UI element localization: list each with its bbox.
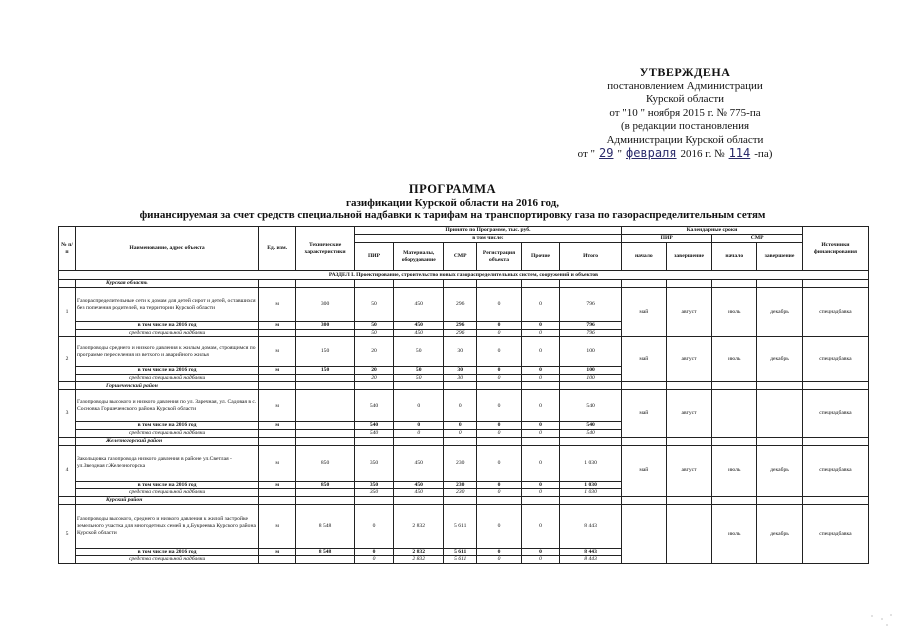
label-special-funds: средства специальной надбавки — [76, 329, 259, 337]
smr-start-cell: июль — [712, 337, 757, 382]
materials-cell: 50 — [394, 374, 444, 382]
registration-cell: 0 — [477, 445, 522, 481]
pir-start-cell: май — [621, 445, 666, 496]
approval-line: постановлением Администрации — [607, 79, 763, 92]
smr-cell: 230 — [444, 445, 477, 481]
smr-cell: 296 — [444, 288, 477, 322]
materials-cell: 0 — [394, 429, 444, 437]
other-cell: 0 — [521, 322, 559, 330]
total-cell: 8 443 — [560, 556, 622, 564]
col-registration: Регистрация объекта — [477, 243, 522, 271]
unit-cell: м — [259, 390, 296, 422]
other-cell: 0 — [521, 374, 559, 382]
pir-cell: 540 — [354, 429, 393, 437]
tech-cell — [296, 556, 355, 564]
table-cell — [59, 382, 76, 390]
smr-cell: 0 — [444, 390, 477, 422]
handwritten-month: февраля — [625, 146, 677, 160]
registration-cell: 0 — [477, 322, 522, 330]
smr-cell: 30 — [444, 374, 477, 382]
materials-cell: 2 832 — [394, 504, 444, 548]
tech-cell — [296, 429, 355, 437]
total-cell: 796 — [560, 322, 622, 330]
registration-cell: 0 — [477, 390, 522, 422]
approval-line: Администрации Курской области — [606, 133, 764, 146]
unit-cell — [259, 374, 296, 382]
source-cell: спецнадбавка — [802, 445, 868, 496]
table-cell — [621, 496, 666, 504]
total-cell: 100 — [560, 337, 622, 367]
col-materials: Материалы, оборудование — [394, 243, 444, 271]
source-cell: спецнадбавка — [802, 288, 868, 337]
materials-cell: 450 — [394, 288, 444, 322]
table-cell — [394, 280, 444, 288]
date-prefix: от " — [577, 148, 596, 160]
pir-cell: 540 — [354, 390, 393, 422]
total-cell: 796 — [560, 288, 622, 322]
label-2016: в том числе на 2016 год — [76, 367, 259, 375]
other-cell: 0 — [521, 390, 559, 422]
table-cell — [621, 437, 666, 445]
pir-start-cell — [621, 504, 666, 563]
total-cell: 540 — [560, 422, 622, 430]
tech-cell — [296, 422, 355, 430]
table-cell — [712, 280, 757, 288]
date-quote: " — [617, 148, 622, 160]
registration-cell: 0 — [477, 422, 522, 430]
col-total: Итого — [560, 243, 622, 271]
total-cell: 8 443 — [560, 504, 622, 548]
section-title: РАЗДЕЛ I. Проектирование, строительство новых газораспределительных систем, сооружений и объектов — [59, 271, 869, 280]
table-cell — [560, 437, 622, 445]
table-cell — [354, 437, 393, 445]
tech-cell — [296, 329, 355, 337]
tech-cell: 850 — [296, 445, 355, 481]
district-name: Железногорский район — [76, 437, 259, 445]
registration-cell: 0 — [477, 367, 522, 375]
tech-cell: 300 — [296, 322, 355, 330]
table-cell — [394, 496, 444, 504]
pir-cell: 540 — [354, 422, 393, 430]
smr-cell: 30 — [444, 337, 477, 367]
smr-cell: 30 — [444, 367, 477, 375]
pir-cell: 0 — [354, 548, 393, 556]
pir-start-cell: май — [621, 288, 666, 337]
table-cell — [666, 496, 712, 504]
total-cell: 1 030 — [560, 481, 622, 489]
smr-cell: 5 611 — [444, 556, 477, 564]
other-cell: 0 — [521, 288, 559, 322]
table-row — [59, 390, 869, 422]
table-cell — [666, 280, 712, 288]
table-cell — [666, 382, 712, 390]
table-cell — [296, 496, 355, 504]
smr-start-cell — [712, 390, 757, 437]
row-number: 4 — [59, 445, 76, 496]
object-name: Закольцовка газопровода низкого давления в районе ул.Светлая - ул.Звездная г.Железногорска — [76, 445, 259, 481]
object-name: Газопроводы высокого и низкого давления по ул. Заречная, ул. Садовая в с. Сосновка Горшеченского района Курской области — [76, 390, 259, 422]
row-number: 1 — [59, 288, 76, 337]
table-cell — [259, 496, 296, 504]
table-cell — [444, 280, 477, 288]
table-cell — [757, 382, 803, 390]
col-pir: ПИР — [354, 243, 393, 271]
label-2016: в том числе на 2016 год — [76, 422, 259, 430]
source-cell: спецнадбавка — [802, 504, 868, 563]
other-cell: 0 — [521, 337, 559, 367]
col-source: Источники финансирования — [802, 227, 868, 271]
other-cell: 0 — [521, 548, 559, 556]
table-cell — [802, 437, 868, 445]
table-cell — [59, 496, 76, 504]
smr-start-cell: июль — [712, 288, 757, 337]
unit-cell: м — [259, 481, 296, 489]
other-cell: 0 — [521, 329, 559, 337]
label-2016: в том числе на 2016 год — [76, 548, 259, 556]
total-cell: 8 443 — [560, 548, 622, 556]
materials-cell: 0 — [394, 390, 444, 422]
materials-cell: 0 — [394, 422, 444, 430]
other-cell: 0 — [521, 445, 559, 481]
other-cell: 0 — [521, 422, 559, 430]
table-cell — [621, 382, 666, 390]
table-cell — [354, 496, 393, 504]
smr-cell: 230 — [444, 489, 477, 497]
table-cell — [712, 382, 757, 390]
table-cell — [666, 437, 712, 445]
pir-finish-cell: август — [666, 390, 712, 437]
tech-cell: 150 — [296, 337, 355, 367]
table-cell — [560, 382, 622, 390]
table-cell — [477, 496, 522, 504]
smr-finish-cell: декабрь — [757, 337, 803, 382]
unit-cell: м — [259, 422, 296, 430]
total-cell: 540 — [560, 390, 622, 422]
table-cell — [259, 280, 296, 288]
materials-cell: 2 832 — [394, 548, 444, 556]
smr-start-cell: июль — [712, 504, 757, 563]
registration-cell: 0 — [477, 548, 522, 556]
label-2016: в том числе на 2016 год — [76, 481, 259, 489]
table-cell — [560, 280, 622, 288]
table-cell — [757, 437, 803, 445]
pir-cell: 0 — [354, 556, 393, 564]
registration-cell: 0 — [477, 489, 522, 497]
col-other: Прочие — [521, 243, 559, 271]
document-title: ПРОГРАММА — [408, 182, 497, 196]
col-pir-start: начало — [621, 243, 666, 271]
smr-finish-cell: декабрь — [757, 288, 803, 337]
label-special-funds: средства специальной надбавки — [76, 556, 259, 564]
unit-cell: м — [259, 548, 296, 556]
registration-cell: 0 — [477, 329, 522, 337]
smr-finish-cell: декабрь — [757, 504, 803, 563]
source-cell: спецнадбавка — [802, 390, 868, 437]
materials-cell: 2 832 — [394, 556, 444, 564]
smr-cell: 0 — [444, 429, 477, 437]
materials-cell: 450 — [394, 329, 444, 337]
other-cell: 0 — [521, 429, 559, 437]
table-cell — [560, 496, 622, 504]
total-cell: 1 030 — [560, 489, 622, 497]
table-cell — [59, 280, 76, 288]
object-name: Газопроводы среднего и низкого давления к жилым домам, строящимся по программе переселения из ветхого и аварийного жилья — [76, 337, 259, 367]
other-cell: 0 — [521, 367, 559, 375]
table-cell — [757, 496, 803, 504]
district-name: Курский район — [76, 496, 259, 504]
table-cell — [802, 382, 868, 390]
materials-cell: 50 — [394, 337, 444, 367]
smr-cell: 296 — [444, 322, 477, 330]
table-cell — [477, 437, 522, 445]
table-cell — [444, 496, 477, 504]
table-cell — [296, 437, 355, 445]
handwritten-day: 29 — [599, 146, 614, 160]
approval-block — [560, 66, 810, 162]
table-cell — [59, 437, 76, 445]
registration-cell: 0 — [477, 481, 522, 489]
col-schedule: Календарные сроки — [621, 227, 802, 235]
pir-cell: 50 — [354, 329, 393, 337]
smr-finish-cell — [757, 390, 803, 437]
materials-cell: 450 — [394, 322, 444, 330]
district-name: Горшеченский район — [76, 382, 259, 390]
other-cell: 0 — [521, 481, 559, 489]
approval-title: УТВЕРЖДЕНА — [639, 65, 731, 79]
col-pir-finish: завершение — [666, 243, 712, 271]
label-special-funds: средства специальной надбавки — [76, 489, 259, 497]
tech-cell: 150 — [296, 367, 355, 375]
other-cell: 0 — [521, 504, 559, 548]
registration-cell: 0 — [477, 288, 522, 322]
registration-cell: 0 — [477, 429, 522, 437]
table-cell — [521, 496, 559, 504]
table-cell — [621, 280, 666, 288]
col-unit: Ед. изм. — [259, 227, 296, 271]
other-cell: 0 — [521, 489, 559, 497]
table-row — [59, 504, 869, 548]
table-cell — [444, 382, 477, 390]
pir-finish-cell: август — [666, 445, 712, 496]
district-row — [59, 280, 869, 288]
table-row — [59, 337, 869, 367]
unit-cell: м — [259, 504, 296, 548]
table-body — [59, 271, 869, 564]
smr-finish-cell: декабрь — [757, 445, 803, 496]
pir-finish-cell: август — [666, 337, 712, 382]
table-row — [59, 445, 869, 481]
pir-cell: 350 — [354, 481, 393, 489]
materials-cell: 450 — [394, 481, 444, 489]
tech-cell — [296, 390, 355, 422]
unit-cell — [259, 556, 296, 564]
smr-cell: 0 — [444, 422, 477, 430]
tech-cell: 850 — [296, 481, 355, 489]
pir-finish-cell: август — [666, 288, 712, 337]
unit-cell — [259, 429, 296, 437]
col-accepted: Принято по Программе, тыс. руб. — [354, 227, 621, 235]
table-cell — [712, 437, 757, 445]
handwritten-number: 114 — [728, 146, 751, 160]
table-cell — [757, 280, 803, 288]
unit-cell — [259, 329, 296, 337]
table-cell — [354, 382, 393, 390]
total-cell: 1 030 — [560, 445, 622, 481]
tech-cell — [296, 489, 355, 497]
smr-cell: 5 611 — [444, 504, 477, 548]
total-cell: 796 — [560, 329, 622, 337]
unit-cell: м — [259, 337, 296, 367]
unit-cell: м — [259, 445, 296, 481]
row-number: 5 — [59, 504, 76, 563]
table-cell — [712, 496, 757, 504]
pir-cell: 20 — [354, 367, 393, 375]
total-cell: 540 — [560, 429, 622, 437]
document-subtitle: газификации Курской области на 2016 год, — [346, 197, 559, 209]
table-cell — [296, 382, 355, 390]
smr-cell: 296 — [444, 329, 477, 337]
approval-date-line — [540, 147, 810, 162]
table-cell — [394, 382, 444, 390]
smr-start-cell: июль — [712, 445, 757, 496]
approval-line: от "10 " ноября 2015 г. № 775-па — [609, 106, 761, 119]
tech-cell: 8 548 — [296, 504, 355, 548]
tech-cell: 8 548 — [296, 548, 355, 556]
pir-start-cell: май — [621, 337, 666, 382]
table-cell — [394, 437, 444, 445]
registration-cell: 0 — [477, 374, 522, 382]
pir-cell: 350 — [354, 489, 393, 497]
row-number: 2 — [59, 337, 76, 382]
unit-cell: м — [259, 322, 296, 330]
smr-cell: 5 611 — [444, 548, 477, 556]
pir-cell: 50 — [354, 322, 393, 330]
table-cell — [444, 437, 477, 445]
district-row — [59, 382, 869, 390]
object-name: Газораспределительные сети к домам для детей сирот и детей, оставшихся без попечения родителей, на территории Курской области — [76, 288, 259, 322]
total-cell: 100 — [560, 374, 622, 382]
row-number: 3 — [59, 390, 76, 437]
materials-cell: 50 — [394, 367, 444, 375]
table-cell — [802, 280, 868, 288]
materials-cell: 450 — [394, 489, 444, 497]
pir-cell: 0 — [354, 504, 393, 548]
date-suffix: -па) — [754, 148, 773, 160]
col-smr: СМР — [444, 243, 477, 271]
approval-line: (в редакции постановления — [620, 120, 750, 132]
district-row — [59, 496, 869, 504]
table-cell — [521, 382, 559, 390]
pir-finish-cell — [666, 504, 712, 563]
tech-cell — [296, 374, 355, 382]
total-cell: 100 — [560, 367, 622, 375]
col-tech: Технические характеристики — [296, 227, 355, 271]
materials-cell: 450 — [394, 445, 444, 481]
object-name: Газопроводы высокого, среднего и низкого давления к жилой застройке земельного участка для многодетных семей в д.Букреевка Курского района Курской области — [76, 504, 259, 548]
table-cell — [477, 280, 522, 288]
registration-cell: 0 — [477, 337, 522, 367]
table-cell — [296, 280, 355, 288]
col-name: Наименование, адрес объекта — [76, 227, 259, 271]
date-year: 2016 г. № — [680, 148, 725, 160]
col-sched-smr: СМР — [712, 235, 802, 243]
table-cell — [259, 382, 296, 390]
pir-start-cell: май — [621, 390, 666, 437]
district-name: Курская область — [76, 280, 259, 288]
table-cell — [354, 280, 393, 288]
table-cell — [521, 280, 559, 288]
source-cell: спецнадбавка — [802, 337, 868, 382]
label-special-funds: средства специальной надбавки — [76, 429, 259, 437]
col-smr-start: начало — [712, 243, 757, 271]
col-sched-pir: ПИР — [621, 235, 711, 243]
col-smr-finish: завершение — [757, 243, 803, 271]
table-cell — [259, 437, 296, 445]
pir-cell: 50 — [354, 288, 393, 322]
table-cell — [802, 496, 868, 504]
table-row — [59, 288, 869, 322]
unit-cell: м — [259, 288, 296, 322]
pir-cell: 20 — [354, 337, 393, 367]
unit-cell: м — [259, 367, 296, 375]
document-subtitle: финансируемая за счет средств специальной надбавки к тарифам на транспортировку газа по газораспределительным сетям — [139, 209, 766, 221]
smr-cell: 230 — [444, 481, 477, 489]
col-num: № п/п — [59, 227, 76, 271]
document-header — [0, 182, 905, 221]
district-row — [59, 437, 869, 445]
program-table — [58, 226, 869, 564]
label-2016: в том числе на 2016 год — [76, 322, 259, 330]
table-cell — [521, 437, 559, 445]
pir-cell: 350 — [354, 445, 393, 481]
label-special-funds: средства специальной надбавки — [76, 374, 259, 382]
approval-line: Курской области — [645, 93, 725, 105]
tech-cell: 300 — [296, 288, 355, 322]
table-cell — [477, 382, 522, 390]
scan-marks — [867, 610, 897, 630]
unit-cell — [259, 489, 296, 497]
other-cell: 0 — [521, 556, 559, 564]
col-including: в том числе: — [354, 235, 621, 243]
registration-cell: 0 — [477, 556, 522, 564]
pir-cell: 20 — [354, 374, 393, 382]
registration-cell: 0 — [477, 504, 522, 548]
